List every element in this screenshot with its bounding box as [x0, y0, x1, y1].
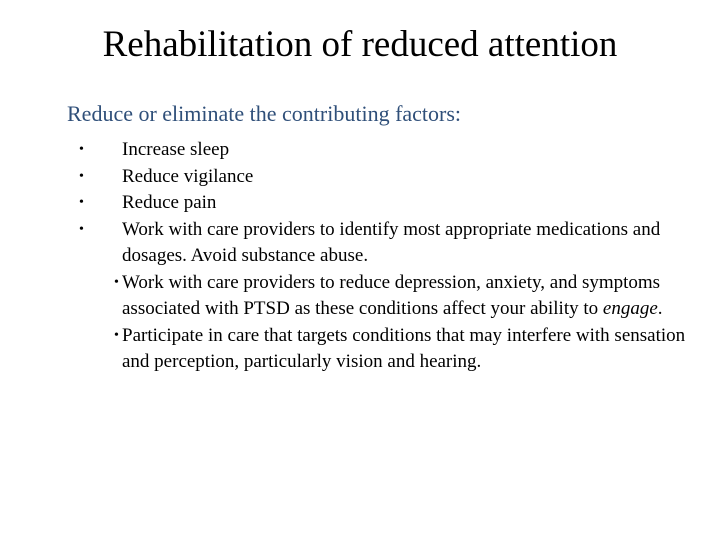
bullet-text [122, 272, 663, 320]
bullet-marker: • [79, 221, 84, 237]
bullet-item [79, 270, 689, 323]
bullet-marker: • [79, 195, 84, 210]
bullet-text: Reduce pain [122, 192, 217, 213]
bullet-item [79, 217, 689, 270]
bullet-marker: • [114, 274, 119, 290]
bullet-marker: • [114, 327, 119, 343]
bullet-emphasis: engage [602, 298, 658, 319]
bullet-item [79, 137, 689, 164]
bullet-marker: • [79, 142, 84, 157]
bullet-text-part: . [657, 298, 663, 319]
bullet-text-part: Work with care providers to reduce depression, anxiety, and symptoms associated with PTSD as these conditions affect your ability to [122, 271, 661, 319]
bullet-marker: • [79, 168, 84, 184]
bullet-text: Increase sleep [122, 139, 230, 160]
bullet-item [79, 190, 689, 217]
bullet-text: Reduce vigilance [122, 165, 254, 187]
slide-subtitle: Reduce or eliminate the contributing factors: [67, 101, 462, 126]
bullet-item [79, 323, 689, 376]
slide-title: Rehabilitation of reduced attention [102, 24, 618, 65]
bullet-item [79, 164, 689, 191]
bullet-list [79, 137, 689, 376]
bullet-text: Work with care providers to identify most appropriate medications and dosages. Avoid substance abuse. [122, 218, 661, 266]
bullet-text: Participate in care that targets conditions that may interfere with sensation and perception, particularly vision and hearing. [122, 324, 686, 372]
